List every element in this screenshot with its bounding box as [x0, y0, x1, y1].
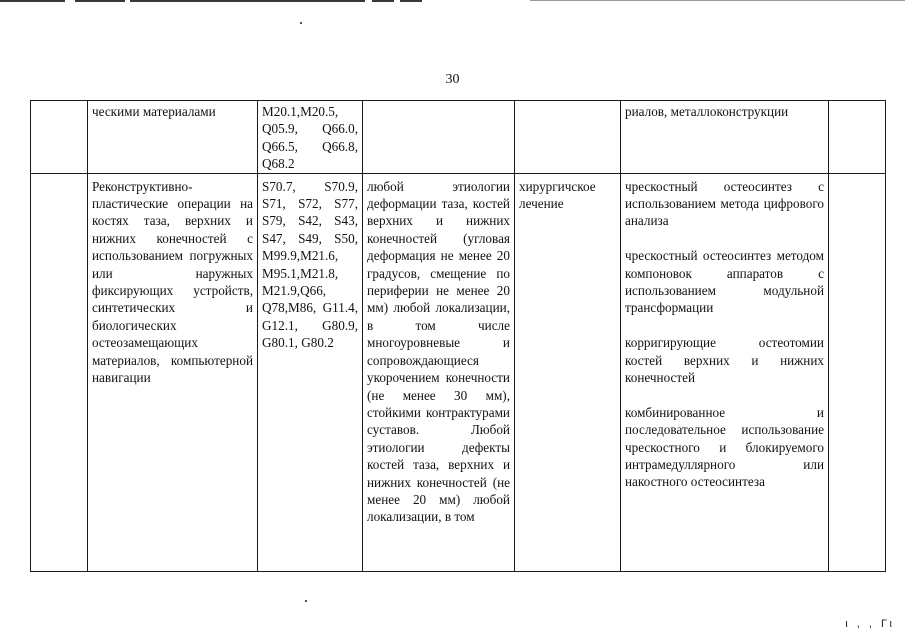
scan-edge-line [372, 0, 394, 2]
treatment-method: чрескостный остеосинтез методом компоновок аппаратов с использованием модульной трансформации [625, 248, 824, 316]
cost-cell [829, 173, 886, 571]
procedures-table [30, 100, 886, 572]
treatment-type-cell [515, 173, 621, 571]
scan-edge-line [400, 0, 422, 2]
treatment-method: чрескостный остеосинтез с использованием метода цифрового анализа [625, 178, 824, 229]
scan-edge-line [530, 0, 905, 1]
procedure-name-cell [88, 101, 258, 174]
page-number: 30 [445, 72, 460, 87]
procedure-name: ческими материалами [92, 104, 216, 119]
procedure-name: Реконструктивно-пластические операции на костях таза, верхних и нижних конечностей с использованием погружных или наружных фиксирующих устройств, синтетических и биологических остеозамещающих материалов, компьютерной навигации [92, 178, 253, 386]
scan-speck [300, 22, 302, 24]
scan-speck [305, 600, 307, 602]
icd-codes-cell [258, 173, 363, 571]
icd-codes-cell [258, 101, 363, 174]
procedure-name-cell [88, 173, 258, 571]
treatment-methods-cell [621, 101, 829, 174]
corner-scan-mark: ι , , Γι [845, 618, 895, 630]
treatment-type: хирургичское лечение [519, 178, 596, 212]
treatment-method: корригирующие остеотомии костей верхних и нижних конечностей [625, 335, 824, 386]
cost-cell [829, 101, 886, 174]
treatment-method: риалов, металлоконструкции [625, 104, 789, 119]
treatment-method: комбинированное и последовательное использование чрескостного и блокируемого интрамедуллярного или накостного остеосинтеза [625, 404, 824, 490]
diagnosis-cell [363, 173, 515, 571]
scan-edge-line [0, 0, 65, 2]
table-row [31, 173, 886, 571]
treatment-type-cell [515, 101, 621, 174]
icd-codes: M20.1,M20.5, Q05.9, Q66.0, Q66.5, Q66.8, Q68.2 [262, 104, 358, 172]
treatment-methods-cell [621, 173, 829, 571]
diagnosis-text: любой этиологии деформации таза, костей верхних и нижних конечностей (угловая деформация не менее 20 градусов, смещение по периферии не менее 20 мм) любой локализации, в том числе многоуровневые и сопровождающиеся укорочением конечности (не менее 30 мм), стойкими контрактурами суставов. Любой этиологии дефекты костей таза, верхних и нижних конечностей (не менее 20 мм) любой локализации, в том [367, 178, 510, 525]
row-number-cell [31, 173, 88, 571]
table-row [31, 101, 886, 174]
scan-edge-line [75, 0, 125, 2]
diagnosis-cell [363, 101, 515, 174]
scan-edge-line [130, 0, 365, 2]
row-number-cell [31, 101, 88, 174]
icd-codes: S70.7, S70.9, S71, S72, S77, S79, S42, S43, S47, S49, S50, M99.9,M21.6, M95.1,M21.8, M21.9,Q66, Q78,M86, G11.4, G12.1, G80.9, G80.1, G80.2 [262, 178, 358, 351]
